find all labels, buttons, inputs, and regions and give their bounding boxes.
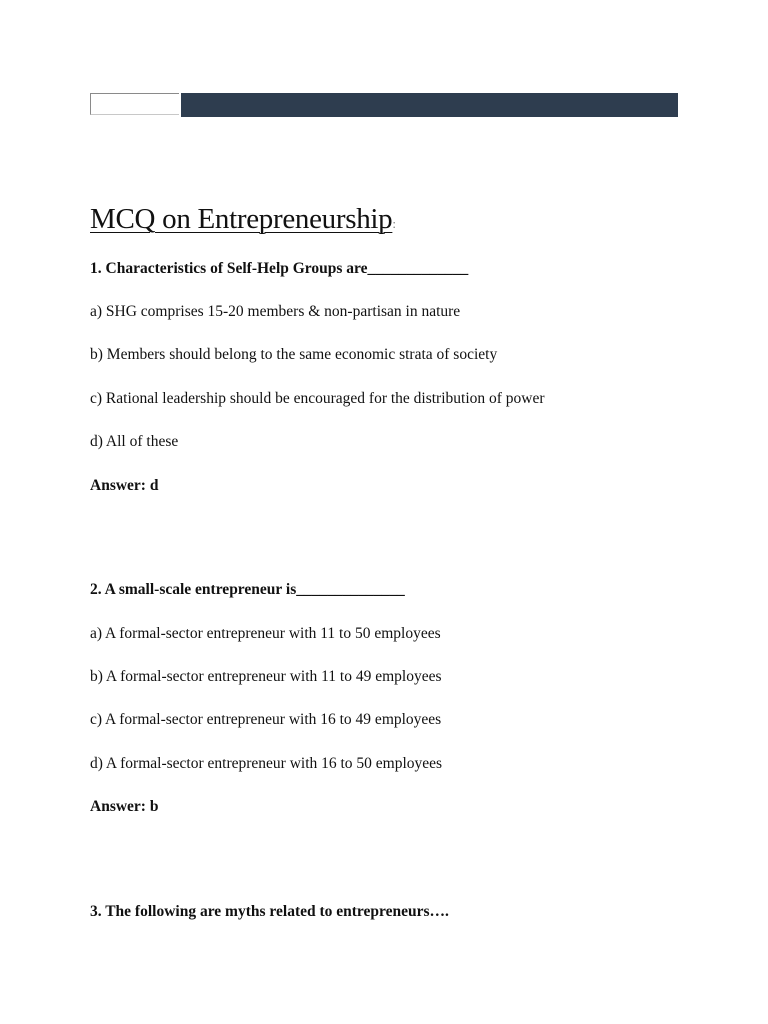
question-2-option-a: a) A formal-sector entrepreneur with 11 to 50 employees xyxy=(90,625,441,642)
page-title xyxy=(90,203,396,236)
question-1-option-d: d) All of these xyxy=(90,433,179,450)
header-bar-box xyxy=(90,93,179,115)
page-title-suffix: : xyxy=(392,216,396,231)
question-1-option-b: b) Members should belong to the same economic strata of society xyxy=(90,346,498,363)
question-2-answer: Answer: b xyxy=(90,798,159,815)
page-title-text: MCQ on Entrepreneurship xyxy=(90,203,393,235)
header-bar-fill xyxy=(181,93,678,117)
question-1-option-a: a) SHG comprises 15-20 members & non-partisan in nature xyxy=(90,303,461,320)
question-2: 2. A small-scale entrepreneur is______________ xyxy=(90,581,405,598)
header-bar xyxy=(90,93,678,117)
question-2-option-d: d) A formal-sector entrepreneur with 16 to 50 employees xyxy=(90,755,443,772)
question-2-option-c: c) A formal-sector entrepreneur with 16 to 49 employees xyxy=(90,711,442,728)
question-3: 3. The following are myths related to entrepreneurs…. xyxy=(90,903,449,920)
question-1: 1. Characteristics of Self-Help Groups are_____________ xyxy=(90,260,469,277)
question-1-answer: Answer: d xyxy=(90,477,159,494)
question-2-option-b: b) A formal-sector entrepreneur with 11 to 49 employees xyxy=(90,668,442,685)
question-1-option-c: c) Rational leadership should be encouraged for the distribution of power xyxy=(90,390,545,407)
